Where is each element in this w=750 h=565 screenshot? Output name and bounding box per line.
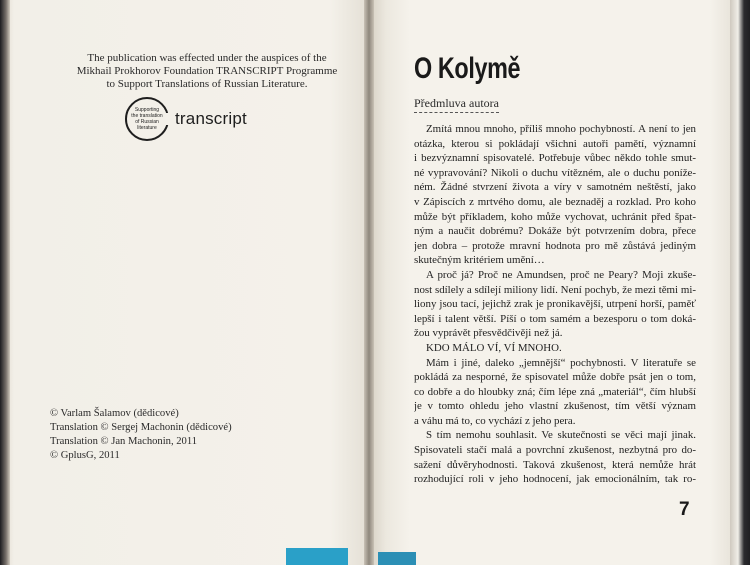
copyright-line: © Varlam Šalamov (dědicové) (50, 408, 179, 419)
imprint-line: Mikhail Prokhorov Foundation TRANSCRIPT Programme (76, 65, 338, 77)
imprint-line: The publication was effected under the auspices of the (87, 52, 327, 64)
imprint-line: to Support Translations of Russian Literature. (106, 78, 308, 90)
copyright-line: Translation © Jan Machonin, 2011 (50, 436, 198, 447)
body-line: i bezvýznamní spisovatelé. Potřebuje vůbec někdo tohle smut- (414, 152, 696, 165)
body-line: je v tomto ohledu jeho vlastní zkušenost, tím větší význam (414, 400, 696, 413)
body-line: S tím nemohu souhlasit. Ve skutečnosti se věci mají jinak. (426, 429, 696, 442)
body-line: A proč já? Proč ne Amundsen, proč ne Peary? Moji zkuše- (426, 268, 696, 281)
body-line: otázka, kterou si pokládají všichni autoři pamětí, významní (414, 137, 696, 150)
body-line: žou vyprávět přesvědčivěji než já. (414, 327, 563, 340)
body-line: né vypravování? Nikoli o duchu vítězném, ale o duchu poníže- (414, 166, 696, 179)
body-line: a váhu má to, co vychází z jeho pera. (414, 414, 576, 427)
body-line: jen dobra – protože mravní hodnota pro mě zůstává jediným (414, 239, 696, 252)
body-line: rozhodující roli v jeho hodnocení, jak emocionálním, tak ro- (414, 473, 696, 486)
body-text (414, 122, 696, 487)
body-line: KDO MÁLO VÍ, VÍ MNOHO. (426, 341, 562, 354)
transcript-logo (125, 96, 247, 142)
body-line: v Zápiscích z mrtvého domu, ale beznaděj a rozklad. Pro koho (414, 195, 696, 208)
body-line: ným a naučit dobrému? Dokáže být potvrzením dobra, přece (414, 225, 696, 238)
copyright-line: © GplusG, 2011 (50, 450, 120, 461)
book-spine (364, 0, 374, 565)
body-line: pokládá za nesporné, že spisovatel může dobře psát jen o tom, (414, 371, 696, 384)
book-edge-left (0, 0, 10, 565)
body-line: může být příkladem, koho může vychovat, uchránit před špat- (414, 210, 696, 223)
body-line: skutečným kritériem umění… (414, 254, 545, 267)
body-line: nost sdílely a sdílejí miliony lidí. Není pochyb, že mezi těmi mi- (414, 283, 696, 296)
book-edge-right (730, 0, 750, 565)
body-line: Mám i jiné, daleko „jemnější“ pochybnosti. V literatuře se (426, 356, 696, 369)
logo-circle-line: of Russian (135, 119, 159, 125)
copyright-line: Translation © Sergej Machonin (dědicové) (50, 422, 232, 433)
logo-circle-line: Supporting (134, 107, 160, 113)
logo-circle-line: the translation (131, 113, 163, 119)
chapter-subtitle: Předmluva autora (414, 96, 499, 113)
logo-circle-line: literature (137, 125, 157, 131)
body-line: Spisovateli stačí malá a povrchní zkušenost, nezbytná pro do- (414, 444, 696, 457)
body-line: liony jsou tací, jejichž zrak je pronikavější, utrpení horší, paměť (414, 298, 696, 311)
body-line: sažení důvěryhodnosti. Taková zkušenost, která nemůže hrát (414, 458, 696, 471)
page-number: 7 (679, 499, 690, 520)
body-line: ném. Žádné stvrzení života a víry v samotném neštěstí, jako (414, 181, 696, 194)
chapter-title: O Kolymě (414, 52, 521, 85)
body-line: co dobře a do hloubky zná; čím lépe zná „materiál“, čím hlubší (414, 385, 696, 398)
copyright-block (50, 407, 310, 463)
ribbon-bookmark-2 (378, 552, 416, 565)
body-line: Zmítá mnou mnoho, příliš mnoho pochybností. A není to jen (426, 123, 696, 135)
body-line: lepší i talent větší. Píší o tom samém a bezesporu o tom doká- (414, 312, 696, 325)
logo-circle-text (130, 107, 164, 131)
logo-wordmark: transcript (175, 109, 247, 128)
imprint-note (72, 52, 342, 91)
ribbon-bookmark (286, 548, 348, 565)
transcript-logo-icon (125, 97, 169, 141)
